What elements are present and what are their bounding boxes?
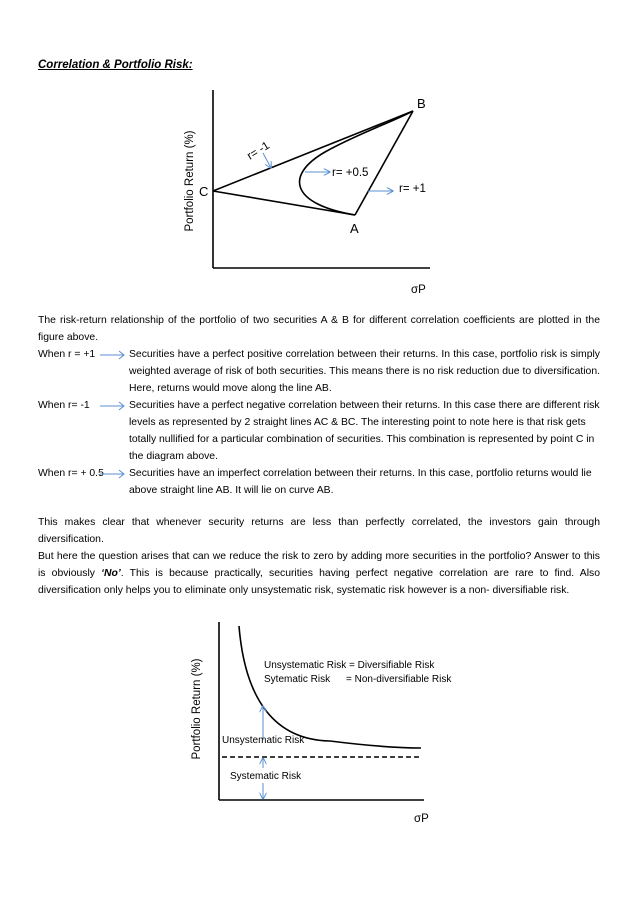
legend-line-1: Unsystematic Risk = Diversifiable Risk: [264, 660, 435, 671]
intro-paragraph: The risk-return relationship of the portfolio of two securities A & B for different correlation coefficients are plotted in the figure above.: [38, 315, 600, 343]
total-risk-curve: [239, 626, 421, 748]
question-text-start: But here the question arises that can we reduce the risk to zero by adding more securities in the portfolio? Answer to this is obviously: [38, 551, 600, 579]
case-text: Securities have an imperfect correlation between their returns. In this case, portfolio returns would lie above straight line AB. It will lie on curve AB.: [129, 468, 592, 496]
y-axis-label: Portfolio Return (%): [191, 658, 203, 760]
label-r-half: r= +0.5: [332, 167, 369, 179]
answer-no: ‘No’: [101, 568, 121, 579]
question-text-end: . This is because practically, securities having perfect negative correlation are rare to find. Also diversification only helps you to eliminate only unsystematic risk, systematic risk however is a non- diversifiable risk.: [38, 568, 600, 596]
point-a: A: [350, 221, 359, 236]
case-label: When r= + 0.5: [38, 468, 104, 479]
legend-line-2a: Sytematic Risk: [264, 674, 331, 685]
point-c: C: [199, 184, 209, 199]
x-axis-label: σP: [411, 284, 426, 296]
label-r-neg1: r= -1: [245, 139, 272, 163]
case-label: When r= -1: [38, 400, 90, 411]
label-unsystematic-risk: Unsystematic Risk: [222, 735, 305, 746]
y-axis-label: Portfolio Return (%): [184, 130, 196, 232]
label-systematic-risk: Systematic Risk: [230, 771, 302, 782]
point-b: B: [417, 96, 426, 111]
x-axis-label: σP: [414, 813, 429, 825]
case-label: When r = +1: [38, 349, 96, 360]
page-title: Correlation & Portfolio Risk:: [38, 59, 193, 71]
label-r-pos1: r= +1: [399, 183, 426, 195]
case-text: Securities have a perfect negative correlation between their returns. In this case there are different risk levels as represented by 2 straight lines AC & BC. The interesting point to note here is that risk gets totally nullified for a particular combination of securities. This combination is represented by point C in the diagram above.: [129, 400, 600, 462]
case-text: Securities have a perfect positive correlation between their returns. In this case, portfolio risk is simply weighted average of risk of both securities. This means there is no risk reduction due to diversification. Here, returns would move along the line AB.: [129, 349, 600, 394]
diversification-paragraph: This makes clear that whenever security returns are less than perfectly correlated, the investors gain through diversification.: [38, 517, 600, 545]
legend-line-2b: = Non-diversifiable Risk: [346, 674, 452, 685]
